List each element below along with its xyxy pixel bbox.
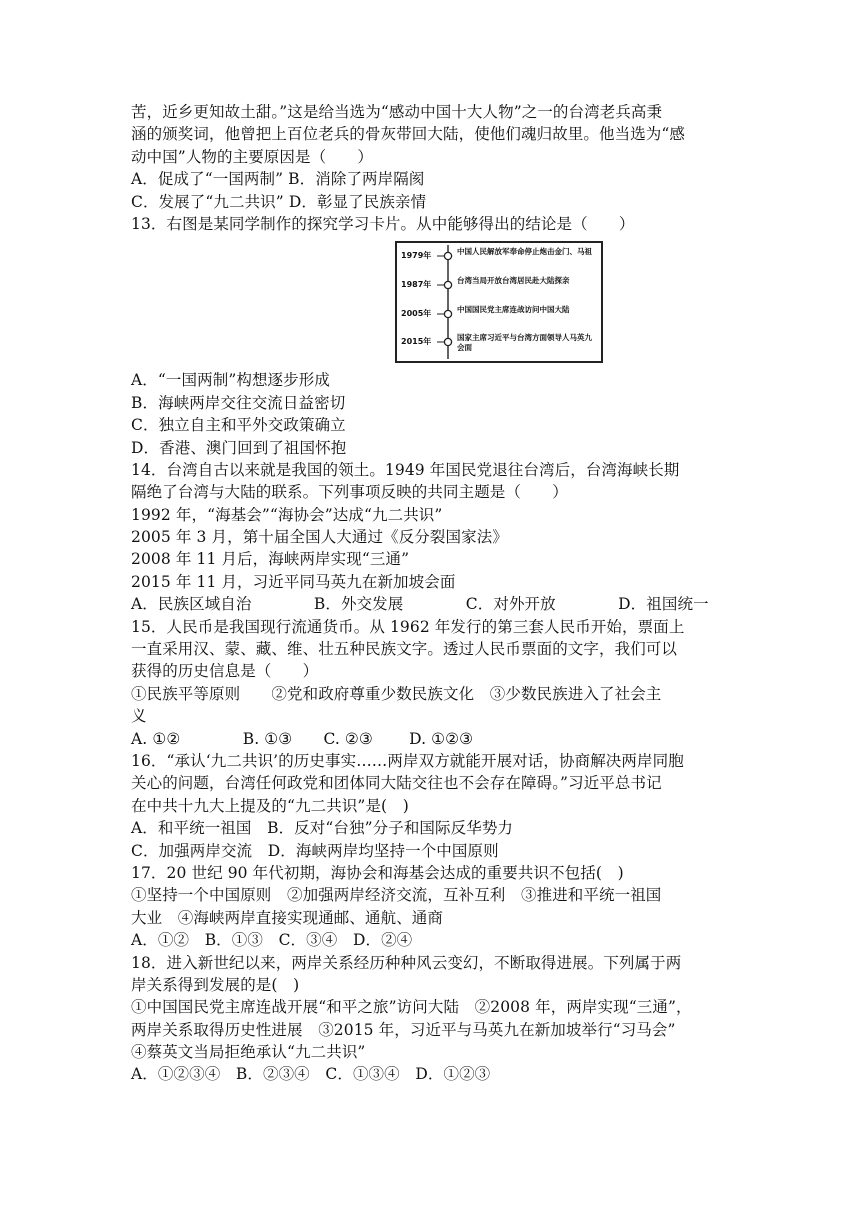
exam-page [131,101,741,1086]
text-line: 1992 年，“海基会”“海协会”达成“九二共识” [131,505,443,524]
text-line: ①中国国民党主席连战开展“和平之旅”访问大陆 ②2008 年，两岸实现“三通”， [131,998,692,1017]
text-line: ①坚持一个中国原则 ②加强两岸经济交流，互补互利 ③推进和平统一祖国 [131,886,662,905]
timeline-event: 台湾当局开放台湾居民赴大陆探亲 [457,276,570,286]
text-line: 隔绝了台湾与大陆的联系。下列事项反映的共同主题是（ ） [131,483,568,502]
text-line: 一直采用汉、蒙、藏、维、壮五种民族文字。透过人民币票面的文字，我们可以 [131,640,678,659]
option-line: C．加强两岸交流 D．海峡两岸均坚持一个中国原则 [131,841,499,860]
text-line: 2005 年 3 月，第十届全国人大通过《反分裂国家法》 [131,528,508,547]
option-line: C．发展了“九二共识” D．彰显了民族亲情 [131,192,427,211]
text-line: 在中共十九大上提及的“九二共识”是( ) [131,796,409,815]
question-15-stem: 15．人民币是我国现行流通货币。从 1962 年发行的第三套人民币开始，票面上 [131,617,685,636]
question-18-stem: 18．进入新世纪以来，两岸关系经历种种风云变幻，不断取得进展。下列属于两 [131,953,682,972]
option-line: A．促成了“一国两制” B．消除了两岸隔阂 [131,170,425,189]
question-12-tail [131,101,741,235]
text-line: 涵的颁奖词，他曾把上百位老兵的骨灰带回大陆，使他们魂归故里。他当选为“感 [131,125,686,144]
text-line: 苦，近乡更知故土甜。”这是给当选为“感动中国十大人物”之一的台湾老兵高秉 [131,103,663,121]
text-line: 义 [131,707,147,726]
option-line: A．民族区域自治 B．外交发展 C．对外开放 D．祖国统一 [131,595,709,614]
text-line: 关心的问题，台湾任何政党和团体同大陆交往也不会存在障碍。”习近平总书记 [131,774,662,793]
text-line: 2008 年 11 月后，海峡两岸实现“三通” [131,550,410,569]
question-14-stem: 14．台湾自古以来就是我国的领土。1949 年国民党退往台湾后，台湾海峡长期 [131,460,680,479]
question-13-stem: 13．右图是某同学制作的探究学习卡片。从中能够得出的结论是（ ） [131,214,635,233]
timeline-entry [397,275,601,301]
option-line: A．“一国两制”构想逐步形成 [131,371,330,390]
text-line: 两岸关系取得历史性进展 ③2015 年，习近平与马英九在新加坡举行“习马会” [131,1020,676,1039]
study-card-timeline [395,241,603,363]
timeline-entry [397,332,601,358]
timeline-entry [397,246,601,272]
question-17-stem: 17．20 世纪 90 年代初期，海协会和海基会达成的重要共识不包括( ) [131,863,624,882]
option-line: D．香港、澳门回到了祖国怀抱 [131,438,347,457]
option-line: C．独立自主和平外交政策确立 [131,416,346,435]
text-line: 大业 ④海峡两岸直接实现通邮、通航、通商 [131,908,444,927]
text-line: 2015 年 11 月，习近平同马英九在新加坡会面 [131,572,456,591]
question-16-stem: 16．“承认‘九二共识’的历史事实……两岸双方就能开展对话，协商解决两岸同胞 [131,751,684,770]
option-line: A．①②③④ B．②③④ C．①③④ D．①②③ [131,1065,491,1084]
text-line: 动中国”人物的主要原因是（ ） [131,147,374,166]
questions-13-to-18 [131,369,741,1086]
text-line: ①民族平等原则 ②党和政府尊重少数民族文化 ③少数民族进入了社会主 [131,684,662,703]
text-line: 岸关系得到发展的是( ) [131,975,300,994]
option-line: A．①② B．①③ C．③④ D．②④ [131,931,413,950]
timeline-year: 2005年 [401,309,432,319]
text-line: 获得的历史信息是（ ） [131,662,319,681]
option-line: A．和平统一祖国 B．反对“台独”分子和国际反华势力 [131,819,514,838]
text-line: ④蔡英文当局拒绝承认“九二共识” [131,1043,366,1062]
timeline-year: 2015年 [401,337,432,347]
timeline-event: 国家主席习近平与台湾方面领导人马英九会面 [457,333,592,353]
timeline-event: 中国国民党主席连战访问中国大陆 [457,305,570,315]
option-line: A. ①② B. ①③ C. ②③ D. ①②③ [131,729,474,748]
timeline-year: 1979年 [401,251,432,261]
timeline-event: 中国人民解放军奉命停止炮击金门、马祖 [457,247,592,257]
timeline-entry [397,304,601,330]
option-line: B．海峡两岸交往交流日益密切 [131,393,346,412]
timeline-year: 1987年 [401,280,432,290]
